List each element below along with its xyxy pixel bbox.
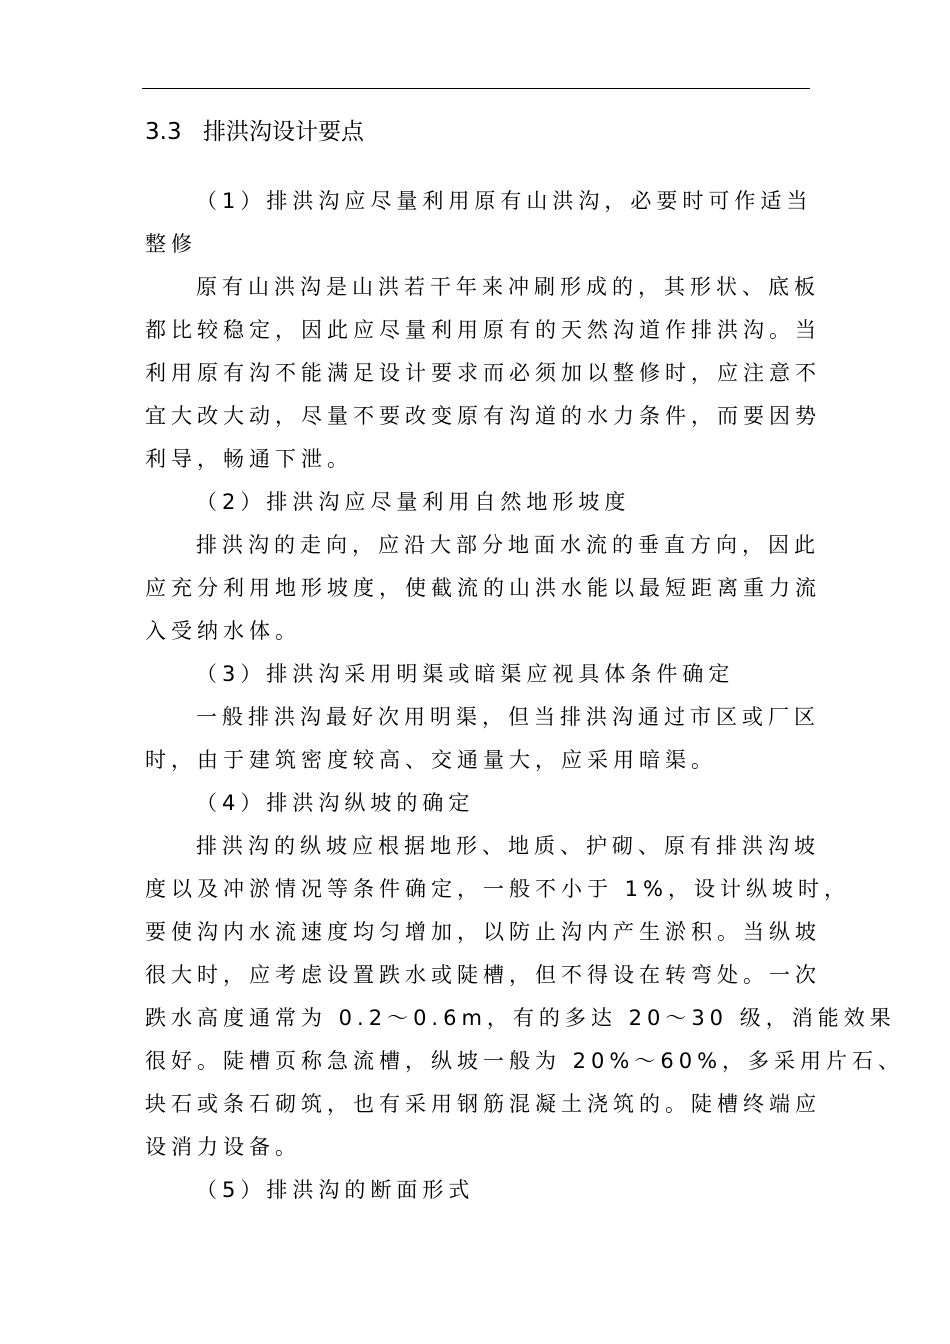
paragraph-line: 整修 xyxy=(145,232,197,256)
paragraph-line: 设消力设备。 xyxy=(145,1135,301,1159)
item-heading-1: （1）排洪沟应尽量利用原有山洪沟，必要时可作适当 xyxy=(196,189,813,213)
paragraph-line: 块石或条石砌筑，也有采用钢筋混凝土浇筑的。陡槽终端应 xyxy=(145,1092,821,1116)
item-heading-4: （4）排洪沟纵坡的确定 xyxy=(196,791,475,815)
item-heading-5: （5）排洪沟的断面形式 xyxy=(196,1178,475,1202)
section-number: 3.3 xyxy=(145,119,182,145)
item-heading-3: （3）排洪沟采用明渠或暗渠应视具体条件确定 xyxy=(196,662,735,686)
paragraph-line: 利用原有沟不能满足设计要求而必须加以整修时，应注意不 xyxy=(145,361,821,385)
header-rule xyxy=(142,88,810,89)
paragraph-line: 很大时，应考虑设置跌水或陡槽，但不得设在转弯处。一次 xyxy=(145,963,821,987)
paragraph-line: 跌水高度通常为 0.2～0.6m，有的多达 20～30 级，消能效果 xyxy=(145,1006,896,1030)
paragraph-line: 宜大改大动，尽量不要改变原有沟道的水力条件，而要因势 xyxy=(145,404,821,428)
paragraph-line: 很好。陡槽页称急流槽，纵坡一般为 20%～60%，多采用片石、 xyxy=(145,1049,905,1073)
paragraph-line: 一般排洪沟最好次用明渠，但当排洪沟通过市区或厂区 xyxy=(196,705,820,729)
paragraph-line: 应充分利用地形坡度，使截流的山洪水能以最短距离重力流 xyxy=(145,576,821,600)
paragraph-line: 利导，畅通下泄。 xyxy=(145,447,353,471)
section-heading xyxy=(145,114,364,150)
section-title: 排洪沟设计要点 xyxy=(203,119,364,145)
paragraph-line: 排洪沟的走向，应沿大部分地面水流的垂直方向，因此 xyxy=(196,533,820,557)
paragraph-line: 排洪沟的纵坡应根据地形、地质、护砌、原有排洪沟坡 xyxy=(196,834,820,858)
item-heading-2: （2）排洪沟应尽量利用自然地形坡度 xyxy=(196,490,631,514)
paragraph-line: 原有山洪沟是山洪若干年来冲刷形成的，其形状、底板 xyxy=(196,275,820,299)
paragraph-line: 要使沟内水流速度均匀增加，以防止沟内产生淤积。当纵坡 xyxy=(145,920,821,944)
paragraph-line: 时，由于建筑密度较高、交通量大，应采用暗渠。 xyxy=(145,748,717,772)
paragraph-line: 都比较稳定，因此应尽量利用原有的天然沟道作排洪沟。当 xyxy=(145,318,821,342)
paragraph-line: 度以及冲淤情况等条件确定，一般不小于 1%，设计纵坡时， xyxy=(145,877,850,901)
paragraph-line: 入受纳水体。 xyxy=(145,619,301,643)
